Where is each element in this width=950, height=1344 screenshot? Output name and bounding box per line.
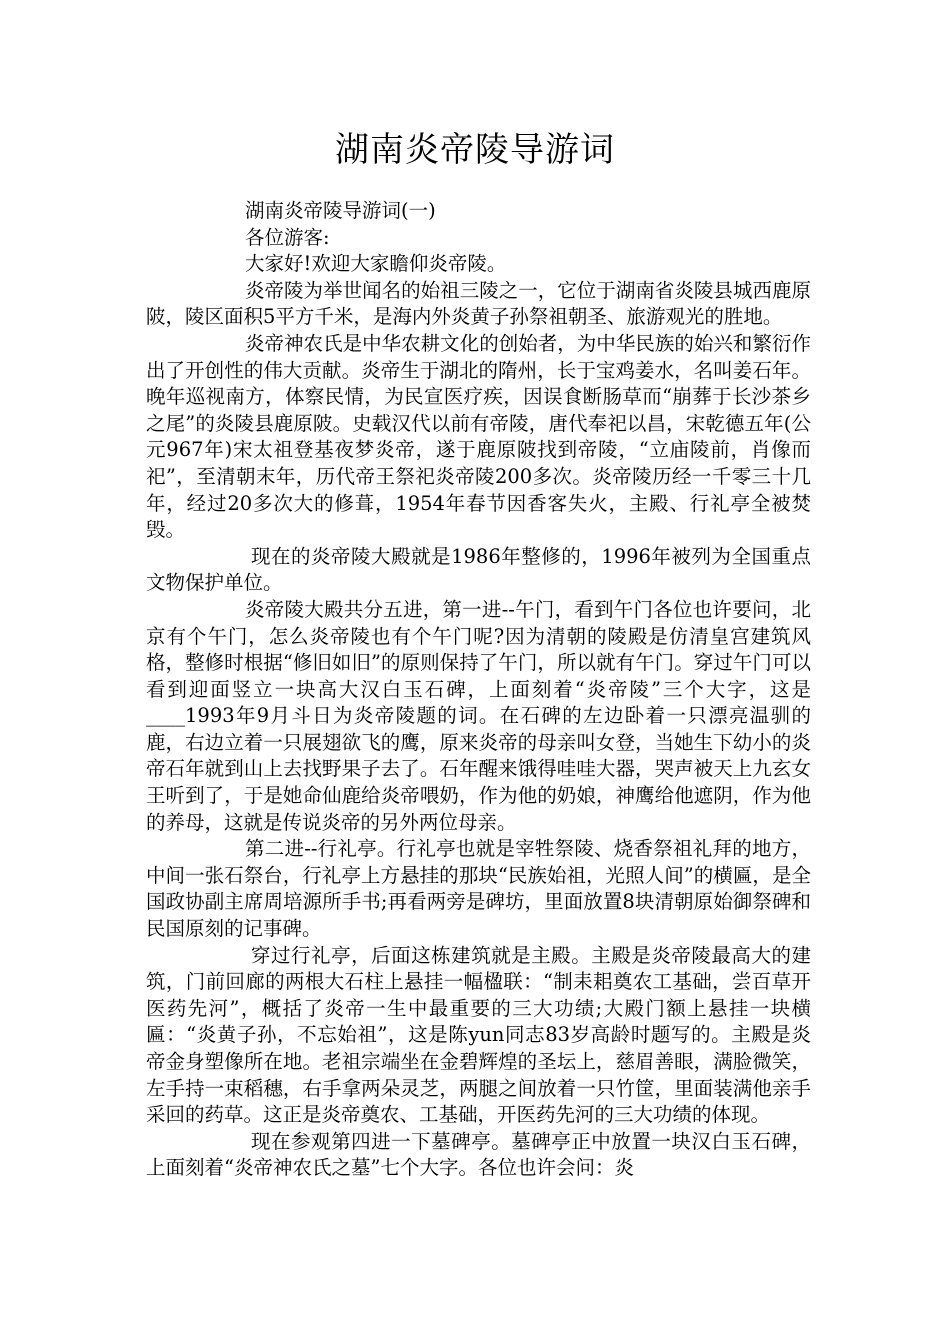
paragraph-ceremony-pavilion: 第二进--行礼亭。行礼亭也就是宰牲祭陵、烧香祭祖礼拜的地方，中间一张石祭台，行礼亭上方悬挂的那块“民族始祖，光照人间”的横匾，是全国政协副主席周培源所手书;再看两旁是碑坊，里面放置8块清朝原始御祭碑和民国原刻的记事碑。 (146, 837, 811, 941)
paragraph-meridian-gate: 炎帝陵大殿共分五进，第一进--午门，看到午门各位也许要问，北京有个午门，怎么炎帝陵也有个午门呢?因为清朝的陵殿是仿清皇宫建筑风格，整修时根据“修旧如旧”的原则保持了午门，所以就有午门。穿过午门可以看到迎面竖立一块高大汉白玉石碑，上面刻着“炎帝陵”三个大字，这是____1993年9月斗日为炎帝陵题的词。在石碑的左边卧着一只漂亮温驯的鹿，右边立着一只展翅欲飞的鹰，原来炎帝的母亲叫女登，当她生下幼小的炎帝石年就到山上去找野果子去了。石年醒来饿得哇哇大器，哭声被天上九玄女王听到了，于是她命仙鹿给炎帝喂奶，作为他的奶娘，神鹰给他遮阴，作为他的养母，这就是传说炎帝的另外两位母亲。 (146, 597, 811, 834)
document-body (146, 198, 811, 1182)
document-title: 湖南炎帝陵导游词 (335, 130, 615, 170)
paragraph-tomb-pavilion: 现在参观第四进一下墓碑亭。墓碑亭正中放置一块汉白玉石碑，上面刻着“炎帝神农氏之墓”七个大字。各位也许会问：炎 (146, 1129, 811, 1180)
welcome-line: 大家好!欢迎大家瞻仰炎帝陵。 (245, 252, 507, 276)
paragraph-main-hall: 穿过行礼亭，后面这栋建筑就是主殿。主殿是炎帝陵最高大的建筑，门前回廊的两根大石柱上悬挂一幅楹联：“制耒耜奠农工基础，尝百草开医药先河”，概括了炎帝一生中最重要的三大功绩;大殿门额上悬挂一块横匾：“炎黄子孙，不忘始祖”，这是陈yun同志83岁高龄时题写的。主殿是炎帝金身塑像所在地。老祖宗端坐在金碧辉煌的圣坛上，慈眉善眼，满脸微笑，左手持一束稻穗，右手拿两朵灵芝，两腿之间放着一只竹筐，里面装满他亲手采回的药草。这正是炎帝奠农、工基础，开医药先河的三大功绩的体现。 (146, 943, 811, 1127)
greeting-line: 各位游客: (245, 225, 330, 249)
paragraph-restoration: 现在的炎帝陵大殿就是1986年整修的，1996年被列为全国重点文物保护单位。 (146, 544, 811, 595)
paragraph-intro: 炎帝陵为举世闻名的始祖三陵之一，它位于湖南省炎陵县城西鹿原陂，陵区面积5平方千米，是海内外炎黄子孙祭祖朝圣、旅游观光的胜地。 (146, 278, 811, 329)
document-subtitle: 湖南炎帝陵导游词(一) (245, 199, 436, 222)
paragraph-history: 炎帝神农氏是中华农耕文化的创始者，为中华民族的始兴和繁衍作出了开创性的伟大贡献。炎帝生于湖北的隋州，长于宝鸡姜水，名叫姜石年。晚年巡视南方，体察民情，为民宣医疗疾，因误食断肠草而“崩葬于长沙茶乡之尾”的炎陵县鹿原陂。史载汉代以前有帝陵，唐代奉祀以昌，宋乾德五年(公元967年)宋太祖登基夜梦炎帝，遂于鹿原陂找到帝陵，“立庙陵前，肖像而祀”，至清朝末年，历代帝王祭祀炎帝陵200多次。炎帝陵历经一千零三十几年，经过20多次大的修葺，1954年春节因香客失火，主殿、行礼亭全被焚毁。 (146, 331, 811, 542)
